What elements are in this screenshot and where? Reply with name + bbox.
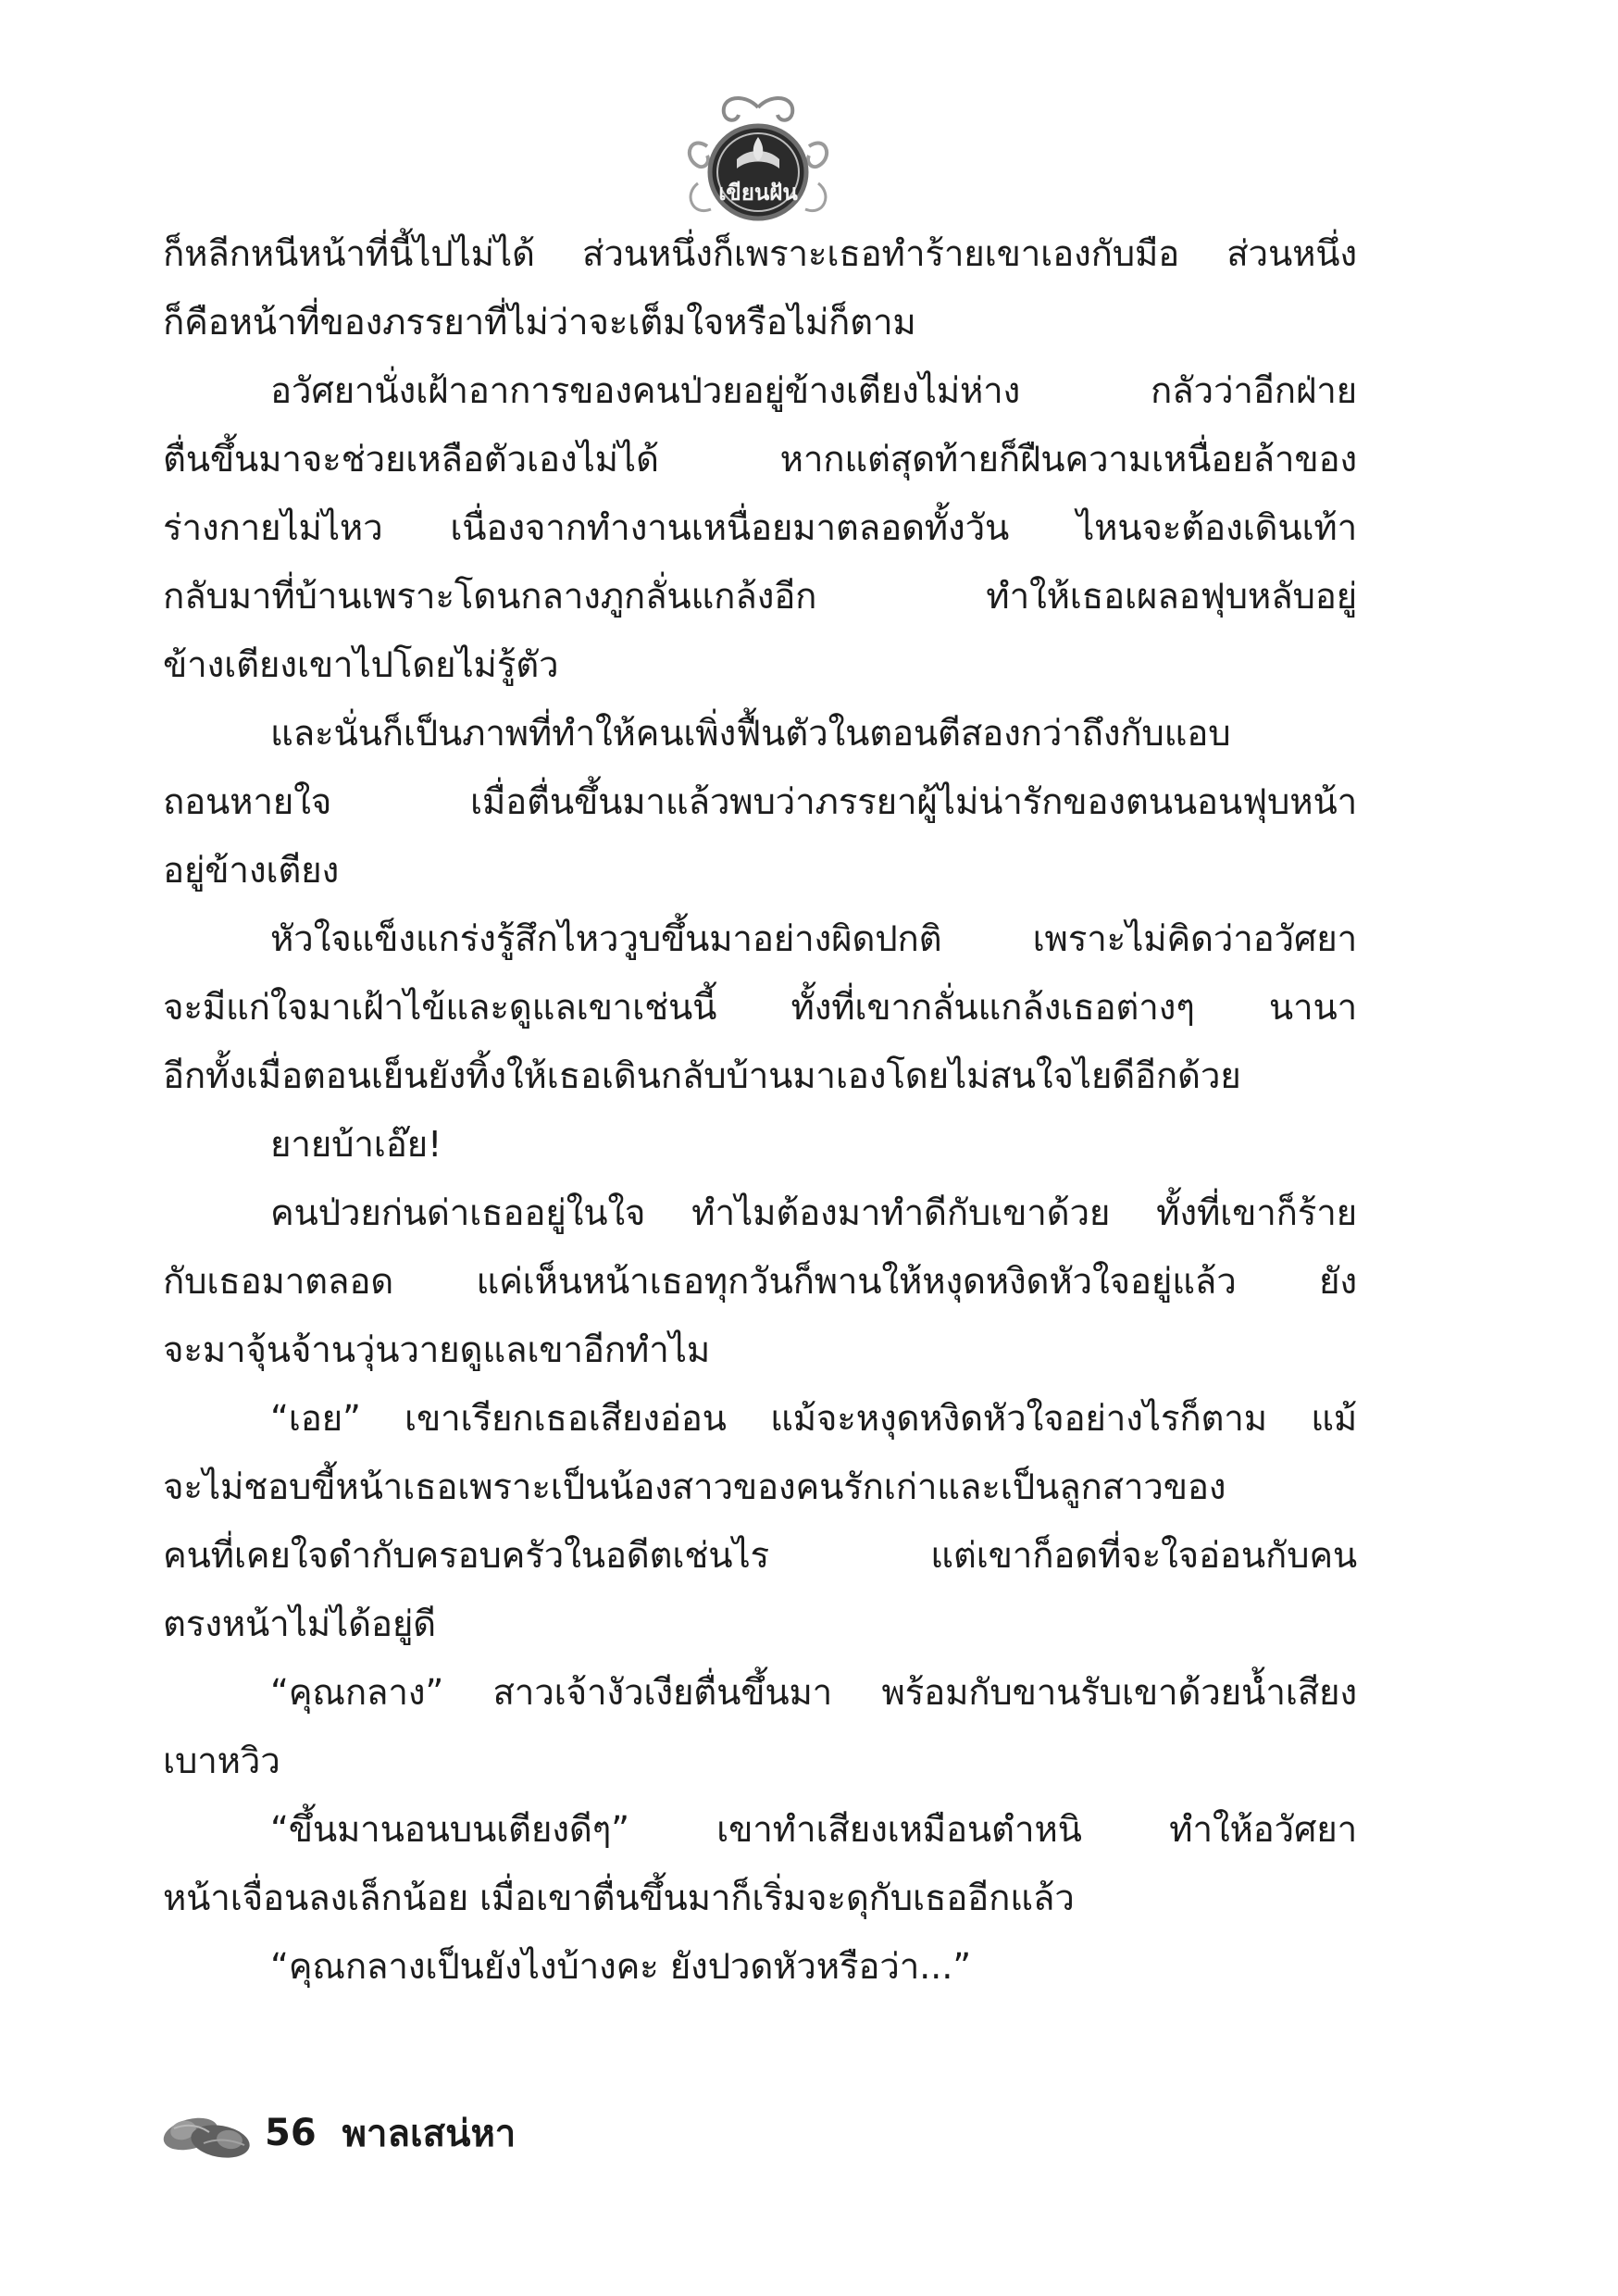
emblem-label: เขียนฝัน <box>718 180 798 206</box>
page-number: 56 <box>265 2112 317 2154</box>
page-footer <box>156 2096 516 2170</box>
text-line: และนั่นก็เป็นภาพที่ทำให้คนเพิ่งฟื้นตัวในตอนตีสองกว่าถึงกับแอบ <box>270 713 1231 755</box>
text-line: จะมาจุ้นจ้านวุ่นวายดูแลเขาอีกทำไม <box>163 1329 711 1371</box>
text-line: อยู่ข้างเตียง <box>163 850 340 892</box>
text-line: “คุณกลาง” สาวเจ้างัวเงียตื่นขึ้นมา พร้อมกับขานรับเขาด้วยน้ำเสียง <box>270 1672 1357 1714</box>
text-line: ข้างเตียงเขาไปโดยไม่รู้ตัว <box>163 644 559 686</box>
text-line: จะมีแก่ใจมาเฝ้าไข้และดูแลเขาเช่นนี้ ทั้งที่เขากลั่นแกล้งเธอต่างๆ นานา <box>163 987 1357 1029</box>
text-line: ก็หลีกหนีหน้าที่นี้ไปไม่ได้ ส่วนหนึ่งก็เพราะเธอทำร้ายเขาเองกับมือ ส่วนหนึ่ง <box>163 233 1357 275</box>
chapter-emblem-icon <box>670 91 846 230</box>
text-line: ตื่นขึ้นมาจะช่วยเหลือตัวเองไม่ได้ หากแต่สุดท้ายก็ฝืนความเหนื่อยล้าของ <box>163 439 1357 480</box>
text-line: กับเธอมาตลอด แค่เห็นหน้าเธอทุกวันก็พานให้หงุดหงิดหัวใจอยู่แล้ว ยัง <box>163 1261 1357 1303</box>
text-line: หน้าเจื่อนลงเล็กน้อย เมื่อเขาตื่นขึ้นมาก็เริ่มจะดุกับเธออีกแล้ว <box>163 1878 1075 1919</box>
text-line: คนป่วยก่นด่าเธออยู่ในใจ ทำไมต้องมาทำดีกับเขาด้วย ทั้งที่เขาก็ร้าย <box>270 1192 1357 1234</box>
text-line: ตรงหน้าไม่ได้อยู่ดี <box>163 1603 436 1645</box>
text-line: “คุณกลางเป็นยังไงบ้างคะ ยังปวดหัวหรือว่า...” <box>270 1946 971 1988</box>
text-line: ยายบ้าเอ๊ย! <box>270 1124 442 1166</box>
text-line: “ขึ้นมานอนบนเตียงดีๆ” เขาทำเสียงเหมือนตำหนิ ทำให้อวัศยา <box>270 1809 1357 1851</box>
peanut-icon <box>156 2101 257 2165</box>
text-line: หัวใจแข็งแกร่งรู้สึกไหววูบขึ้นมาอย่างผิดปกติ เพราะไม่คิดว่าอวัศยา <box>270 918 1357 960</box>
text-line: ถอนหายใจ เมื่อตื่นขึ้นมาแล้วพบว่าภรรยาผู้ไม่น่ารักของตนนอนฟุบหน้า <box>163 781 1357 823</box>
text-line: เบาหวิว <box>163 1741 280 1782</box>
text-line: “เอย” เขาเรียกเธอเสียงอ่อน แม้จะหงุดหงิดหัวใจอย่างไรก็ตาม แม้ <box>270 1398 1357 1440</box>
story-text <box>163 220 1357 2002</box>
book-title: พาลเสน่หา <box>342 2113 517 2155</box>
text-line: กลับมาที่บ้านเพราะโดนกลางภูกลั่นแกล้งอีก ทำให้เธอเผลอฟุบหลับอยู่ <box>163 576 1357 618</box>
text-line: คนที่เคยใจดำกับครอบครัวในอดีตเช่นไร แต่เขาก็อดที่จะใจอ่อนกับคน <box>163 1535 1357 1577</box>
text-line: ร่างกายไม่ไหว เนื่องจากทำงานเหนื่อยมาตลอดทั้งวัน ไหนจะต้องเดินเท้า <box>163 507 1357 549</box>
text-line: ก็คือหน้าที่ของภรรยาที่ไม่ว่าจะเต็มใจหรือไม่ก็ตาม <box>163 302 916 343</box>
text-line: อวัศยานั่งเฝ้าอาการของคนป่วยอยู่ข้างเตียงไม่ห่าง กลัวว่าอีกฝ่าย <box>270 370 1357 412</box>
text-line: อีกทั้งเมื่อตอนเย็นยังทิ้งให้เธอเดินกลับบ้านมาเองโดยไม่สนใจไยดีอีกด้วย <box>163 1055 1241 1097</box>
text-line: จะไม่ชอบขี้หน้าเธอเพราะเป็นน้องสาวของคนรักเก่าและเป็นลูกสาวของ <box>163 1466 1226 1508</box>
ornament-emblem-icon <box>670 91 846 230</box>
